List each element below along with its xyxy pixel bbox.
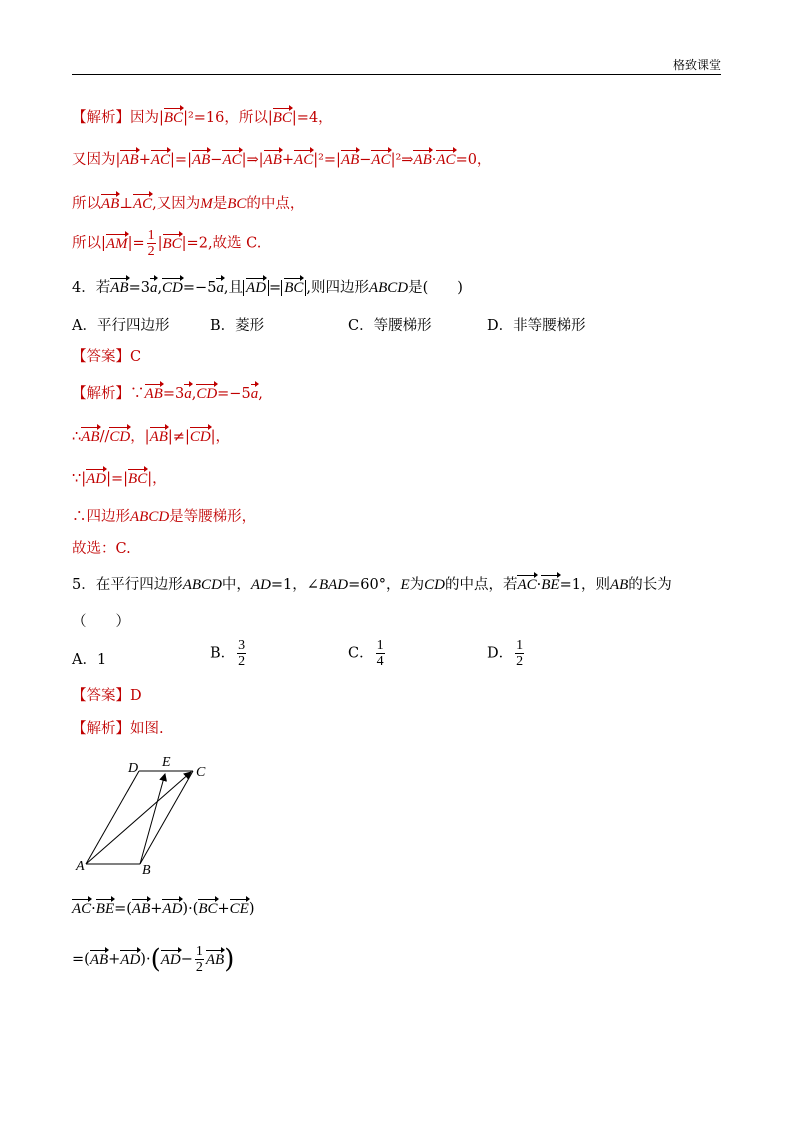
text: +: [150, 901, 163, 917]
vector-bc: BC: [128, 468, 147, 488]
label-b: B: [142, 863, 151, 877]
text: =: [269, 280, 282, 296]
text: |²=|: [313, 152, 341, 168]
q4-answer: [72, 345, 141, 366]
text: |=: [127, 235, 145, 252]
text: ,: [191, 386, 197, 402]
text: 为: [409, 577, 425, 593]
text: 因为: [130, 110, 159, 126]
text: ·: [91, 901, 96, 917]
vector-bc: BC: [163, 233, 182, 253]
text: =1，∠: [270, 577, 319, 593]
vector-bc: BC: [164, 107, 183, 127]
vector-ac: AC: [72, 898, 91, 918]
q5-option-d: [487, 638, 526, 669]
option-label: B．: [210, 645, 236, 662]
q4-analysis-line1: [72, 382, 263, 403]
text: |，: [147, 471, 167, 487]
answer-value: C: [130, 349, 142, 365]
text: ⊥: [119, 196, 133, 212]
vector-ad: AD: [162, 898, 182, 918]
label-d: D: [128, 761, 139, 776]
var-m: M: [200, 196, 213, 212]
side-bc: [140, 771, 193, 864]
vector-cd: CD: [196, 383, 217, 403]
analysis-tag: 【解析】: [72, 386, 130, 402]
vector-ab: AB: [132, 898, 150, 918]
parallelogram-figure: [72, 752, 222, 877]
vector-ac: AC: [517, 574, 536, 594]
vector-cd: CD: [109, 426, 130, 446]
vector-ac: AC: [371, 149, 390, 169]
fraction-half: [195, 944, 204, 975]
denominator: 2: [195, 960, 203, 975]
vector-ac: AC: [222, 149, 241, 169]
q5-stem: [72, 573, 672, 594]
vector-bc: BC: [273, 107, 292, 127]
text: ): [248, 901, 255, 917]
text: 所以|: [72, 235, 106, 252]
vector-bc: BC: [198, 898, 217, 918]
analysis-tag: 【解析】: [72, 721, 130, 737]
vector-ad: AD: [246, 277, 266, 297]
q4-option-a: A．平行四边形: [72, 318, 170, 334]
option-label: C．: [348, 645, 374, 662]
text: |，: [210, 429, 231, 445]
text: 如图.: [130, 721, 164, 737]
text: )·(: [182, 901, 199, 917]
q4-option-b: B．菱形: [210, 318, 265, 334]
answer-tag: 【答案】: [72, 688, 130, 704]
text: 又因为|: [72, 152, 121, 168]
text: =(: [72, 951, 90, 968]
denominator: 2: [238, 654, 246, 669]
fraction: [237, 638, 246, 669]
denominator: 2: [516, 654, 524, 669]
vector-ab: AB: [150, 426, 168, 446]
q4-option-c: C．等腰梯形: [348, 318, 432, 334]
denominator: 4: [376, 654, 384, 669]
vector-be: BE: [96, 898, 114, 918]
text: =−5: [182, 280, 217, 296]
numerator: 3: [238, 638, 246, 653]
right-paren: ): [224, 944, 235, 975]
vector-ac: AC: [294, 149, 313, 169]
q5-answer: [72, 684, 142, 705]
q4-stem: [72, 276, 463, 297]
q5-eq-line1: [72, 898, 255, 918]
numerator: 1: [516, 638, 524, 653]
vector-am: AM: [106, 233, 128, 253]
text: |=|: [170, 152, 192, 168]
q5-option-b: [210, 638, 248, 669]
text: =3: [128, 280, 150, 296]
vector-ad: AD: [120, 949, 140, 969]
text: =−5: [217, 386, 251, 402]
q4-analysis-line5: 故选：C.: [72, 541, 131, 557]
text: |²⇒: [390, 152, 414, 168]
q3-analysis-line1: [72, 106, 333, 127]
text: 中，: [221, 577, 251, 593]
vector-ab: AB: [413, 149, 431, 169]
text: =60°，: [348, 577, 401, 593]
text: ,且: [223, 280, 244, 296]
vector-cd: CD: [162, 277, 183, 297]
text: |=4，: [291, 110, 333, 126]
text: =(: [114, 901, 132, 917]
q5-option-a: A．1: [72, 652, 107, 668]
text: ∵|: [72, 471, 87, 487]
var-abcd: ABCD: [182, 577, 222, 593]
answer-value: D: [130, 688, 142, 704]
var-bc: BC: [227, 196, 247, 212]
text: ,: [157, 280, 163, 296]
vector-a: a: [150, 277, 158, 297]
text: |=2: [181, 235, 208, 252]
var-ab: AB: [609, 577, 629, 593]
var-bad: BAD: [318, 577, 349, 593]
side-ad: [86, 771, 139, 864]
abs-ad: [243, 280, 269, 296]
var-abcd: ABCD: [130, 509, 170, 525]
text: 的长为: [628, 577, 672, 593]
fraction-half: [147, 228, 156, 259]
text: |: [157, 235, 163, 252]
var-ad: AD: [250, 577, 271, 593]
text: ,又因为: [152, 196, 201, 212]
q3-analysis-line3: [72, 192, 304, 213]
text: 的中点，: [246, 196, 305, 212]
text: |: [159, 110, 164, 126]
label-c: C: [196, 765, 206, 780]
vector-ab: AB: [90, 949, 108, 969]
q3-analysis-line4: [72, 228, 261, 259]
vector-ab: AB: [145, 383, 163, 403]
vector-ab: AB: [341, 149, 359, 169]
text: =1，则: [559, 577, 610, 593]
option-label: D．: [487, 645, 514, 662]
var-e: E: [400, 577, 410, 593]
vector-cd: CD: [190, 426, 211, 446]
vector-be: BE: [541, 574, 559, 594]
vector-ac-arrow: [86, 772, 191, 864]
text: ·: [536, 577, 542, 593]
text: ,则四边形: [306, 280, 369, 296]
text: 所以: [72, 196, 101, 212]
text: 的中点，若: [444, 577, 518, 593]
numerator: 1: [376, 638, 384, 653]
header-rule: [72, 74, 721, 75]
vector-ab: AB: [264, 149, 282, 169]
fraction: [515, 638, 524, 669]
label-a: A: [76, 859, 85, 874]
vector-a: a: [251, 383, 259, 403]
q3-analysis-line2: 又因为|AB+AC|=|AB−AC|⇒|AB+AC|²=|AB−AC|²⇒AB·AC=0，: [72, 148, 491, 169]
vector-ab: AB: [192, 149, 210, 169]
vector-ab: AB: [110, 277, 128, 297]
var-abcd: ABCD: [368, 280, 409, 296]
vector-ad: AD: [161, 949, 181, 969]
vector-ab: AB: [81, 426, 99, 446]
text: =0，: [455, 152, 492, 168]
vector-ce: CE: [230, 898, 249, 918]
var-cd: CD: [424, 577, 445, 593]
text: =3: [162, 386, 185, 402]
text: ，|: [130, 429, 150, 445]
q4-analysis-line4: [72, 505, 256, 526]
fraction: [376, 638, 385, 669]
text: 4．若: [72, 280, 111, 296]
answer-tag: 【答案】: [72, 349, 130, 365]
left-paren: (: [150, 944, 161, 975]
q5-option-c: [348, 638, 387, 669]
text: )·: [140, 951, 151, 968]
vector-ac: AC: [436, 149, 455, 169]
vector-a: a: [216, 277, 224, 297]
text: |²=16，所以|: [183, 110, 273, 126]
text: +: [217, 901, 230, 917]
q5-analysis: [72, 717, 164, 738]
numerator: 1: [195, 944, 203, 959]
text: −: [180, 951, 193, 968]
text: 5．在平行四边形: [72, 577, 183, 593]
vector-a: a: [184, 383, 192, 403]
text: ,: [258, 386, 263, 402]
text: 是等腰梯形，: [169, 509, 257, 525]
vector-ac: AC: [151, 149, 170, 169]
text: //: [99, 429, 110, 445]
q4-analysis-line2: [72, 425, 230, 446]
vector-be-arrow: [140, 774, 165, 864]
vector-ac: AC: [133, 193, 152, 213]
text: +: [108, 951, 121, 968]
text: 是: [212, 196, 228, 212]
vector-ad: AD: [86, 468, 106, 488]
q4-option-d: D．非等腰梯形: [487, 318, 586, 334]
vector-ab: AB: [120, 149, 138, 169]
text: |≠|: [167, 429, 190, 445]
numerator: 1: [147, 228, 155, 243]
text: ∵: [130, 386, 145, 402]
text: |⇒|: [241, 152, 264, 168]
q5-eq-line2: [72, 944, 234, 975]
analysis-tag: 【解析】: [72, 110, 130, 126]
denominator: 2: [147, 244, 155, 259]
vector-ab: AB: [206, 949, 224, 969]
abs-bc: [281, 280, 306, 296]
vector-bc: BC: [284, 277, 303, 297]
header-brand: 格致课堂: [672, 58, 721, 72]
vector-ab: AB: [101, 193, 119, 213]
text: |=|: [106, 471, 129, 487]
text: ∴四边形: [72, 509, 130, 525]
text: ,故选 C.: [207, 235, 262, 252]
text: 是( ): [408, 280, 463, 296]
q5-stem-paren: （ ）: [72, 614, 130, 630]
label-e: E: [162, 755, 171, 770]
q4-analysis-line3: [72, 467, 167, 488]
text: ∴: [72, 429, 82, 445]
